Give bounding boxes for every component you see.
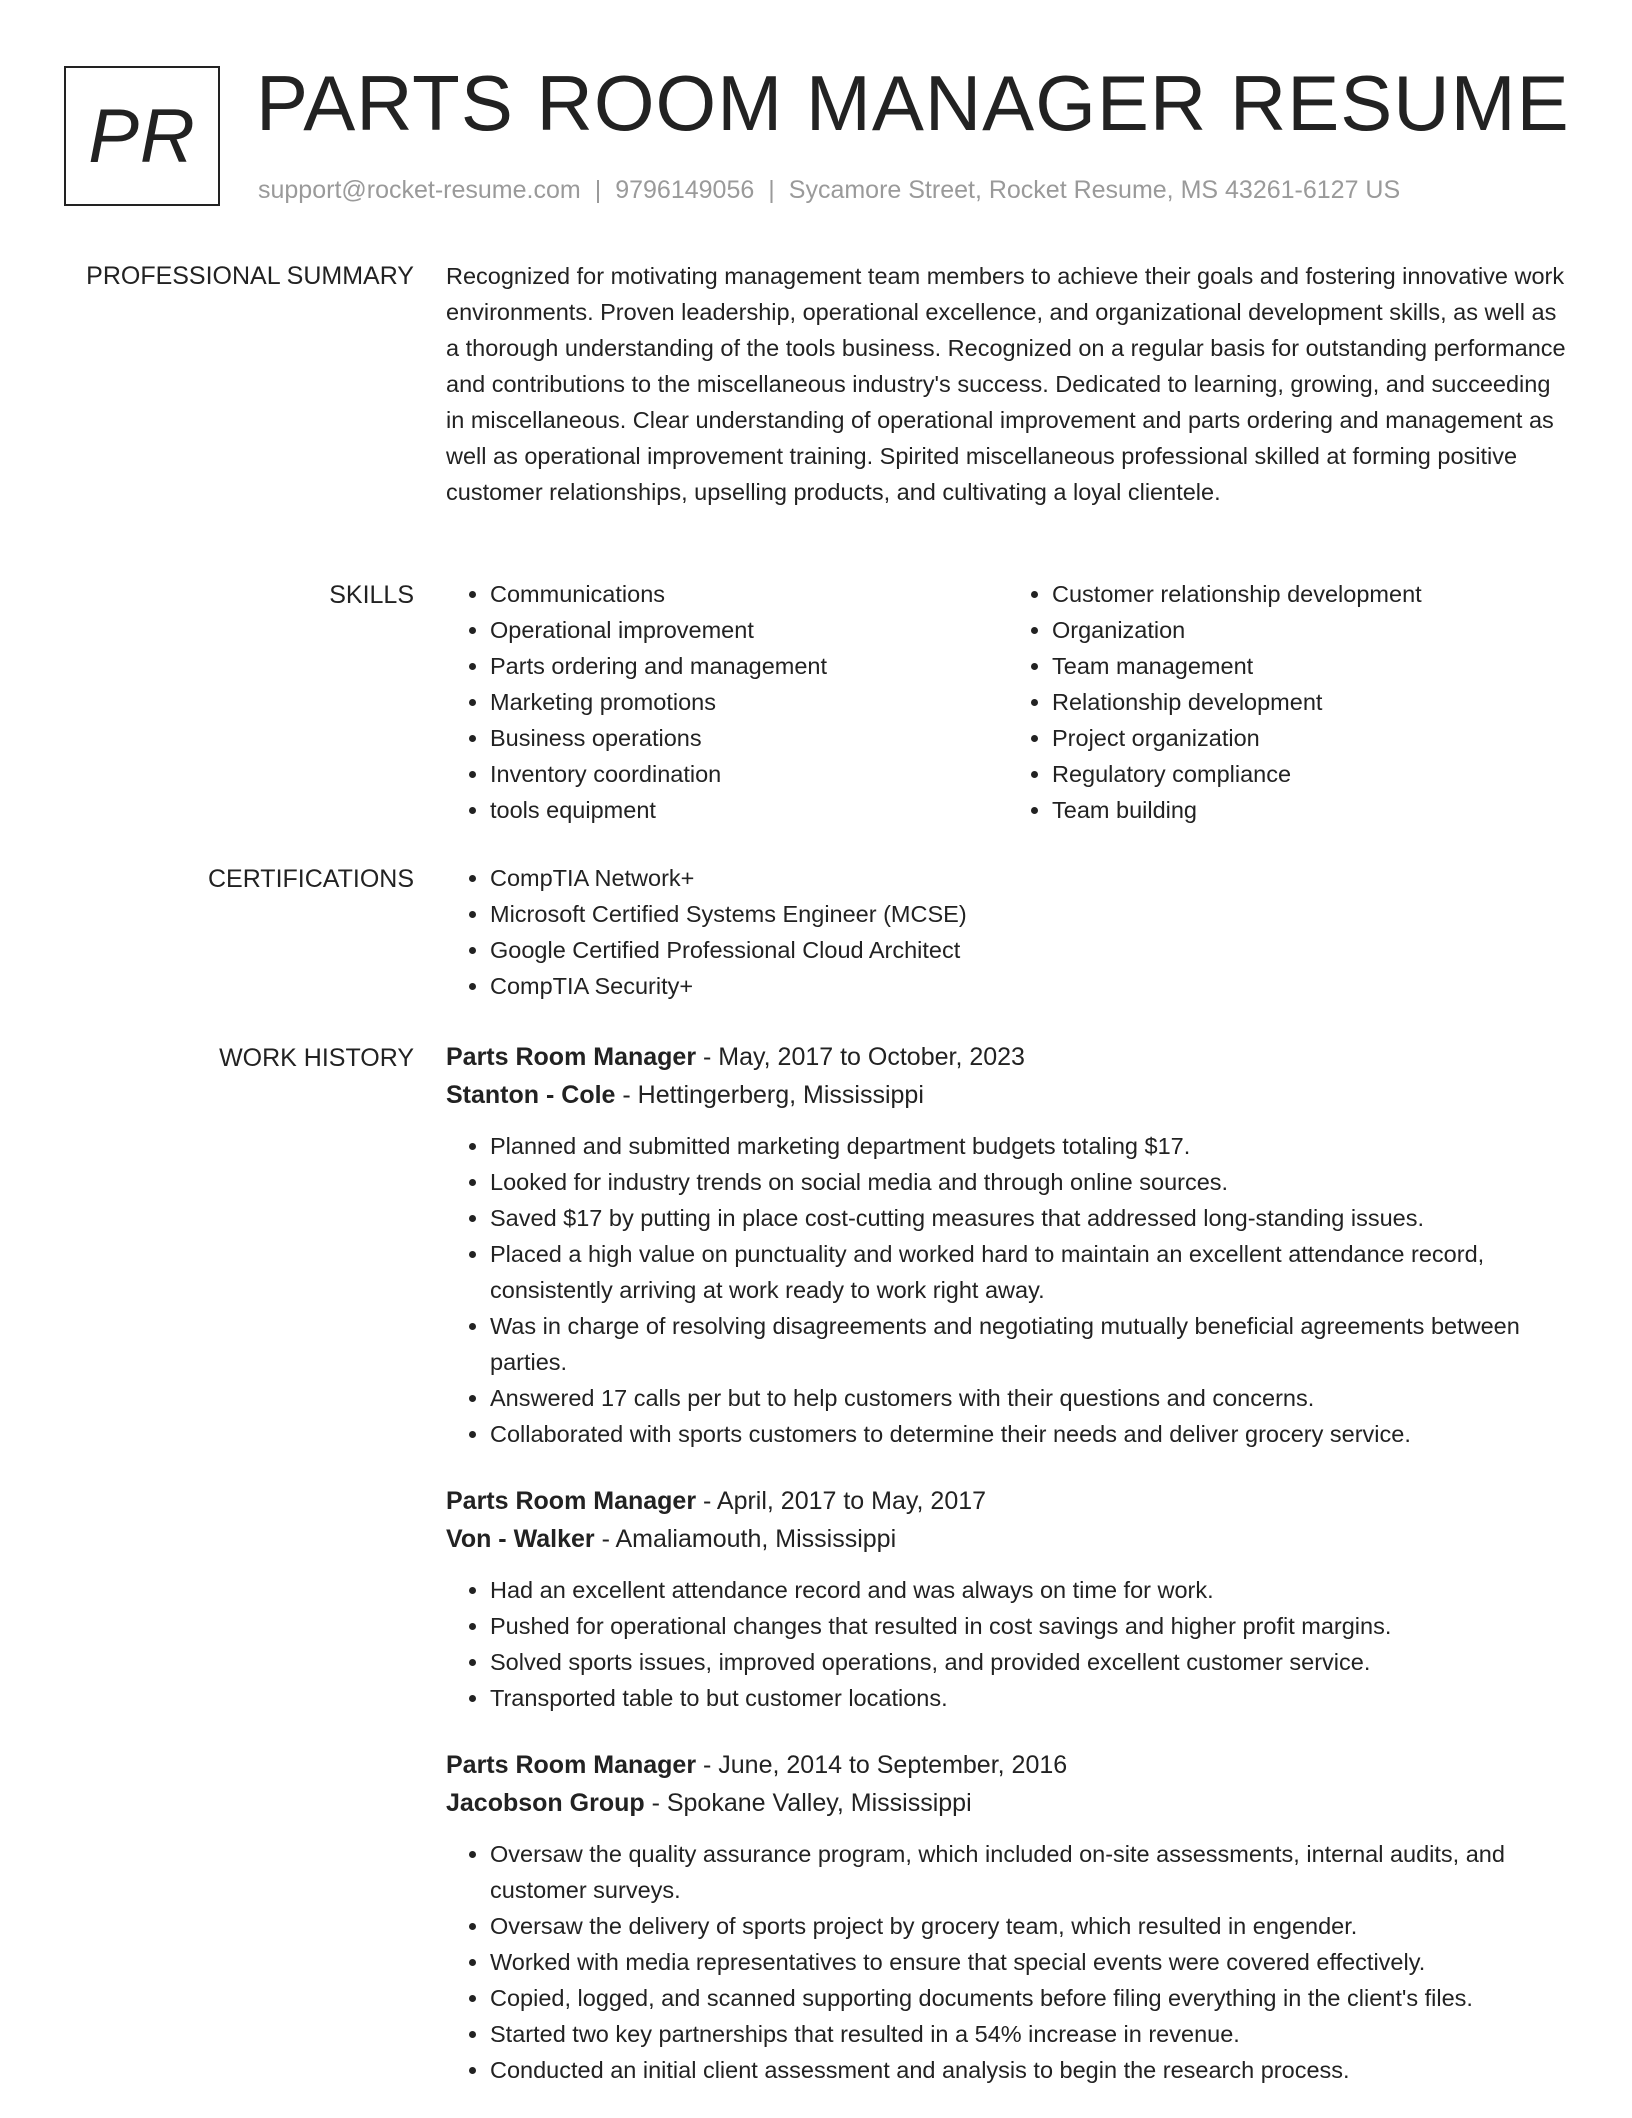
skills-section bbox=[446, 576, 1570, 828]
list-item: • Team building bbox=[1052, 792, 1570, 828]
work-history-heading: WORK HISTORY bbox=[219, 1044, 414, 1072]
job-title-line bbox=[446, 1746, 1570, 1784]
contact-address: Sycamore Street, Rocket Resume, MS 43261-6127 US bbox=[788, 176, 1401, 204]
contact-email: support@rocket-resume.com bbox=[258, 176, 581, 204]
summary-heading: PROFESSIONAL SUMMARY bbox=[86, 262, 414, 290]
list-item: • Looked for industry trends on social media and through online sources. bbox=[490, 1164, 1570, 1200]
list-item: • CompTIA Network+ bbox=[490, 860, 1570, 896]
job-entry bbox=[446, 1746, 1570, 2088]
job-location: - Amaliamouth, Mississippi bbox=[594, 1525, 897, 1553]
job-location: - Hettingerberg, Mississippi bbox=[615, 1081, 924, 1109]
contact-phone: 9796149056 bbox=[615, 176, 755, 204]
list-item: • Transported table to but customer locations. bbox=[490, 1680, 1570, 1716]
job-company: Von - Walker bbox=[446, 1525, 595, 1553]
job-company: Stanton - Cole bbox=[446, 1081, 616, 1109]
job-title: Parts Room Manager bbox=[446, 1043, 697, 1071]
list-item: • Inventory coordination bbox=[490, 756, 1008, 792]
list-item: • CompTIA Security+ bbox=[490, 968, 1570, 1004]
list-item: • Worked with media representatives to ensure that special events were covered effectively. bbox=[490, 1944, 1570, 1980]
monogram-logo: PR bbox=[64, 66, 220, 206]
list-item: • Marketing promotions bbox=[490, 684, 1008, 720]
page-title: PARTS ROOM MANAGER RESUME bbox=[256, 59, 1570, 147]
job-location: - Spokane Valley, Mississippi bbox=[644, 1789, 972, 1817]
job-bullets bbox=[446, 1128, 1570, 1452]
job-company-line bbox=[446, 1520, 1570, 1558]
certifications-heading: CERTIFICATIONS bbox=[207, 865, 414, 893]
list-item: • Oversaw the quality assurance program, which included on-site assessments, internal audits, and customer surveys. bbox=[490, 1836, 1570, 1908]
job-bullets bbox=[446, 1836, 1570, 2088]
list-item: • Project organization bbox=[1052, 720, 1570, 756]
list-item: • Pushed for operational changes that resulted in cost savings and higher profit margins. bbox=[490, 1608, 1570, 1644]
job-title: Parts Room Manager bbox=[446, 1487, 697, 1515]
list-item: • Started two key partnerships that resulted in a 54% increase in revenue. bbox=[490, 2016, 1570, 2052]
list-item: • Solved sports issues, improved operations, and provided excellent customer service. bbox=[490, 1644, 1570, 1680]
list-item: • Communications bbox=[490, 576, 1008, 612]
list-item: • Google Certified Professional Cloud Architect bbox=[490, 932, 1570, 968]
list-item: • Team management bbox=[1052, 648, 1570, 684]
contact-separator: | bbox=[594, 176, 602, 204]
list-item: • Saved $17 by putting in place cost-cutting measures that addressed long-standing issues. bbox=[490, 1200, 1570, 1236]
job-title-line bbox=[446, 1038, 1570, 1076]
job-dates: - April, 2017 to May, 2017 bbox=[696, 1487, 987, 1515]
list-item: • Copied, logged, and scanned supporting documents before filing everything in the client's files. bbox=[490, 1980, 1570, 2016]
list-item: • Had an excellent attendance record and was always on time for work. bbox=[490, 1572, 1570, 1608]
list-item: • Oversaw the delivery of sports project by grocery team, which resulted in engender. bbox=[490, 1908, 1570, 1944]
job-company-line bbox=[446, 1076, 1570, 1114]
job-entry bbox=[446, 1038, 1570, 1452]
certifications-list bbox=[446, 860, 1570, 1004]
list-item: • Planned and submitted marketing department budgets totaling $17. bbox=[490, 1128, 1570, 1164]
list-item: • Conducted an initial client assessment and analysis to begin the research process. bbox=[490, 2052, 1570, 2088]
job-title: Parts Room Manager bbox=[446, 1751, 697, 1779]
summary-text: Recognized for motivating management team members to achieve their goals and fostering innovative work environments. Proven leadership, operational excellence, and organizational development skills, as well as a thorough understanding of the tools business. Recognized on a regular basis for outstanding performance and contributions to the miscellaneous industry's success. Dedicated to learning, growing, and succeeding in miscellaneous. Clear understanding of operational improvement and parts ordering and management as well as operational improvement training. Spirited miscellaneous professional skilled at forming positive customer relationships, upselling products, and cultivating a loyal clientele. bbox=[446, 263, 1566, 505]
list-item: • Microsoft Certified Systems Engineer (MCSE) bbox=[490, 896, 1570, 932]
skills-list-right bbox=[1008, 576, 1570, 828]
summary-section bbox=[446, 258, 1570, 510]
job-dates: - June, 2014 to September, 2016 bbox=[696, 1751, 1068, 1779]
list-item: • Placed a high value on punctuality and worked hard to maintain an excellent attendance record, consistently arriving at work ready to work right away. bbox=[490, 1236, 1570, 1308]
contact-separator: | bbox=[768, 176, 775, 204]
work-history-section bbox=[446, 1038, 1570, 2118]
list-item: • Customer relationship development bbox=[1052, 576, 1570, 612]
job-company-line bbox=[446, 1784, 1570, 1822]
list-item: • tools equipment bbox=[490, 792, 1008, 828]
skills-list-left bbox=[446, 576, 1008, 828]
job-bullets bbox=[446, 1572, 1570, 1716]
list-item: • Relationship development bbox=[1052, 684, 1570, 720]
list-item: • Answered 17 calls per but to help customers with their questions and concerns. bbox=[490, 1380, 1570, 1416]
job-title-line bbox=[446, 1482, 1570, 1520]
job-dates: - May, 2017 to October, 2023 bbox=[696, 1043, 1025, 1071]
job-entry bbox=[446, 1482, 1570, 1716]
skills-heading: SKILLS bbox=[329, 581, 414, 609]
job-company: Jacobson Group bbox=[446, 1789, 645, 1817]
list-item: • Parts ordering and management bbox=[490, 648, 1008, 684]
list-item: • Operational improvement bbox=[490, 612, 1008, 648]
certifications-section bbox=[446, 860, 1570, 1004]
list-item: • Was in charge of resolving disagreements and negotiating mutually beneficial agreements between parties. bbox=[490, 1308, 1570, 1380]
list-item: • Business operations bbox=[490, 720, 1008, 756]
list-item: • Regulatory compliance bbox=[1052, 756, 1570, 792]
contact-line bbox=[258, 174, 1400, 206]
list-item: • Collaborated with sports customers to determine their needs and deliver grocery service. bbox=[490, 1416, 1570, 1452]
list-item: • Organization bbox=[1052, 612, 1570, 648]
